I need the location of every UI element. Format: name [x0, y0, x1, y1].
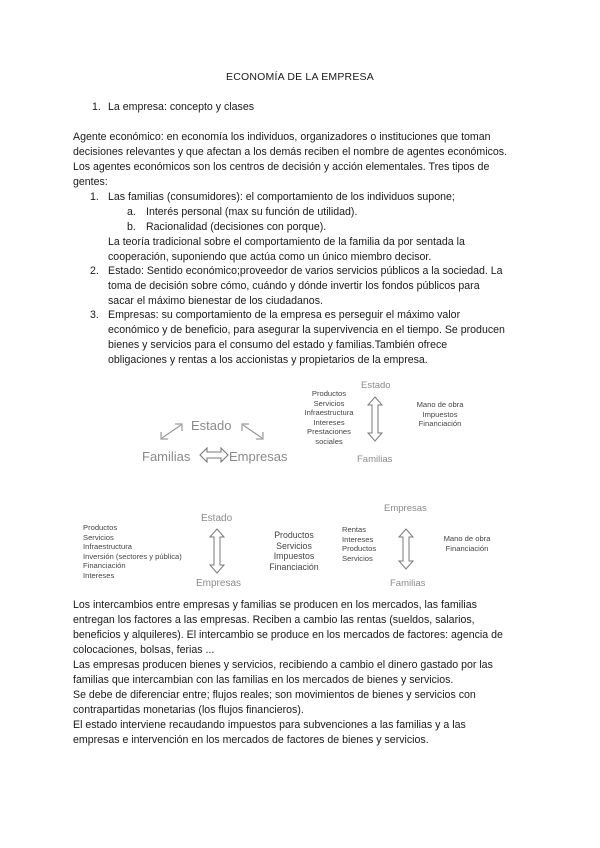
list-item: Infraestructura: [304, 408, 354, 418]
text-line: cooperación, suponiendo que actúa como un único miembro decisor.: [108, 251, 432, 263]
diagram2-bottom-label: Familias: [357, 454, 393, 465]
list-item: Rentas: [342, 525, 367, 534]
text-line: El estado interviene recaudando impuestos para subvenciones a las familias y a las: [73, 719, 466, 731]
list-number: 3.: [90, 309, 99, 321]
diagonal-double-arrow-icon: [238, 421, 268, 443]
vertical-double-arrow-icon: [398, 528, 414, 570]
text-line: beneficios y alquileres). El intercambio se produce en los mercados de factores: agencia de: [73, 629, 503, 641]
list-item: Mano de obra: [416, 400, 464, 409]
text-line: Empresas: su comportamiento de la empresa es perseguir el máximo valor: [108, 309, 461, 321]
text-line: empresas e intervención en los mercados de factores de bienes y servicios.: [73, 734, 429, 746]
list-item: Financiación: [83, 561, 126, 571]
text-line: familias que intercambian con las familias en los mercados de bienes y servicios.: [73, 674, 454, 686]
list-item: Intereses: [83, 570, 115, 580]
section-number: 1.: [92, 101, 101, 113]
diagram2-right-list: [405, 400, 475, 429]
list-item: Productos: [274, 530, 314, 540]
text-line: obligaciones y rentas a los accionistas y propietarios de la empresa.: [108, 354, 428, 366]
list-item: Productos: [83, 523, 118, 532]
diagram1-empresas: Empresas: [229, 449, 288, 464]
list-number: 2.: [90, 265, 99, 277]
text-line: colocaciones, bolsas, ferias ...: [73, 644, 215, 656]
sublist-letter: a.: [127, 206, 136, 218]
list-item: Financiación: [445, 543, 489, 553]
list-item: sociales: [315, 436, 343, 446]
text-line: Los intercambios entre empresas y familias se producen en los mercados, las familias: [73, 599, 477, 611]
diagram2-left-list: [295, 389, 363, 447]
diagram1-familias: Familias: [142, 449, 191, 464]
text-line: Las empresas producen bienes y servicios, recibiendo a cambio el dinero gastado por las: [73, 659, 493, 671]
text-line: Estado: Sentido económico;proveedor de varios servicios públicos a la sociedad. La: [108, 265, 503, 277]
diagram2-top-label: Estado: [361, 380, 391, 391]
text-line: sacar el máximo bienestar de los ciudadanos.: [108, 295, 323, 307]
diagram3-left-list: [83, 523, 198, 581]
list-item: Mano de obra: [443, 534, 491, 543]
list-item-continuation: [108, 235, 465, 265]
diagram4-left-list: [342, 525, 397, 563]
horizontal-double-arrow-icon: [199, 447, 229, 463]
list-item: Intereses: [342, 534, 374, 544]
list-number: 1.: [90, 191, 99, 203]
sublist-item-racionalidad: Racionalidad (decisiones con porque).: [146, 221, 327, 233]
text-line: contrapartidas monetarias (los flujos financieros).: [73, 704, 304, 716]
list-item: Infraestructura: [83, 542, 132, 552]
diagram3-top-label: Estado: [201, 513, 233, 524]
text-line: entregan los factores a las empresas. Reciben a cambio las rentas (sueldos, salarios,: [73, 614, 475, 626]
list-item-familias: Las familias (consumidores): el comportamiento de los individuos supone;: [108, 191, 455, 203]
text-line: gentes:: [73, 176, 108, 188]
list-item: Productos: [311, 389, 347, 398]
text-line: decisiones relevantes y que afectan a los demás reciben el nombre de agentes económicos.: [73, 146, 508, 158]
list-item: Servicios: [342, 553, 373, 563]
section-heading: La empresa: concepto y clases: [108, 101, 255, 113]
page-title: ECONOMÍA DE LA EMPRESA: [226, 71, 374, 83]
list-item: Intereses: [313, 417, 345, 427]
diagonal-double-arrow-icon: [157, 421, 187, 443]
text-line: Se debe de diferenciar entre; flujos reales; son movimientos de bienes y servicios con: [73, 689, 476, 701]
list-item: Servicios: [276, 540, 312, 551]
diagram4-bottom-label: Familias: [390, 578, 426, 589]
list-item: Financiación: [418, 419, 462, 429]
closing-text: [73, 598, 598, 748]
intro-paragraph: [73, 130, 593, 190]
text-line: La teoría tradicional sobre el comportamiento de la familia da por sentada la: [108, 236, 465, 248]
list-item: Inversión (sectores y pública): [83, 551, 182, 561]
vertical-double-arrow-icon: [367, 396, 383, 442]
list-item: Impuestos: [273, 551, 315, 562]
diagram3-right-list: [262, 530, 326, 572]
list-item-empresas: [108, 308, 505, 368]
vertical-double-arrow-icon: [209, 528, 225, 574]
sublist-item-interes: Interés personal (max su función de utilidad).: [146, 206, 358, 218]
list-item: Servicios: [83, 532, 114, 542]
diagram1-estado: Estado: [191, 418, 232, 433]
list-item: Productos: [342, 544, 377, 554]
list-item: Servicios: [313, 398, 345, 408]
text-line: Agente económico: en economía los individuos, organizadores o instituciones que toman: [73, 131, 491, 143]
text-line: bienes y servicios para el consumo del estado y familias.También ofrece: [108, 339, 448, 351]
list-item: Financiación: [269, 561, 319, 572]
list-item: Impuestos: [422, 409, 458, 419]
diagram3-bottom-label: Empresas: [196, 578, 242, 589]
text-line: Los agentes económicos son los centros de decisión y acción elementales. Tres tipos de: [73, 161, 490, 173]
list-item: Prestaciones: [307, 427, 351, 437]
list-item-estado: [108, 264, 503, 309]
text-line: toma de decisión sobre cómo, cuándo y dónde invertir los fondos públicos para: [108, 280, 480, 292]
diagram4-right-list: [432, 534, 502, 553]
text-line: económico y de beneficio, para asegurar la supervivencia en el tiempo. Se producen: [108, 324, 505, 336]
diagram4-top-label: Empresas: [384, 503, 427, 514]
sublist-letter: b.: [127, 221, 136, 233]
